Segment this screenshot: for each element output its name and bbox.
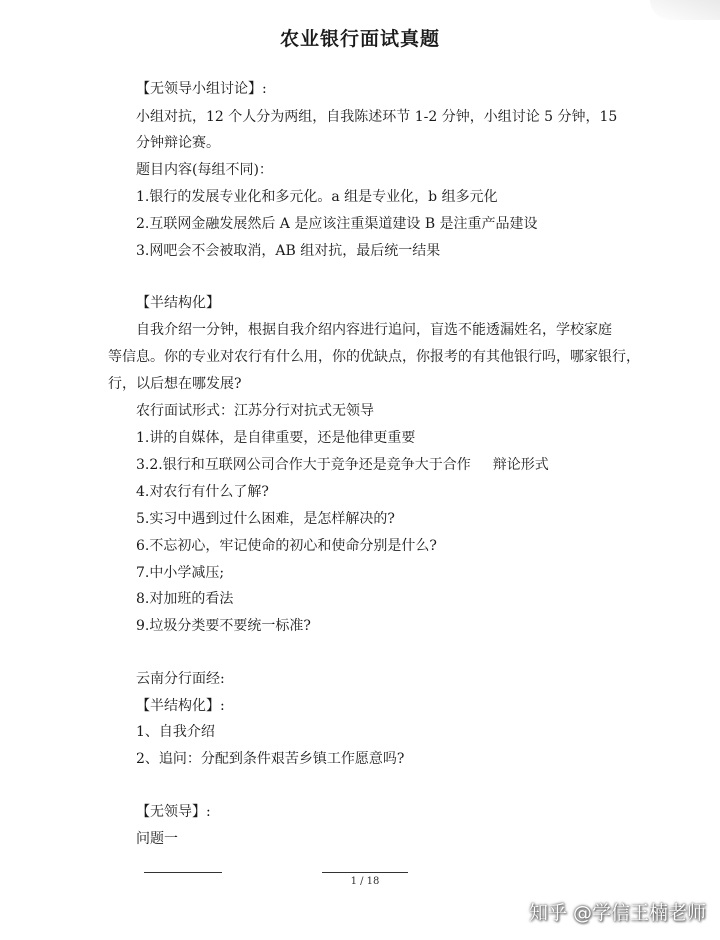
list-item-note: 辩论形式 (492, 457, 549, 473)
list-item: 5.实习中遇到过什么困难，是怎样解决的? (136, 511, 395, 527)
watermark: 知乎 @学信王楠老师 (528, 902, 706, 924)
body-line: 问题一 (136, 831, 178, 847)
list-item: 4.对农行有什么了解? (136, 484, 269, 500)
body-line: 题目内容(每组不同)： (136, 162, 273, 178)
list-item: 2.互联网金融发展然后 A 是应该注重渠道建设 B 是注重产品建设 (136, 216, 538, 232)
body-line: 分钟辩论赛。 (136, 135, 220, 151)
list-item: 3.网吧会不会被取消，AB 组对抗，最后统一结果 (136, 243, 441, 259)
list-item: 2、追问：分配到条件艰苦乡镇工作愿意吗? (136, 751, 405, 767)
body-line: 等信息。你的专业对农行有什么用，你的优缺点，你报考的有其他银行吗，哪家银行， (108, 349, 640, 365)
page-number: 1 / 18 (350, 876, 380, 887)
document-title: 农业银行面试真题 (279, 28, 440, 50)
body-line: 自我介绍一分钟，根据自我介绍内容进行追问，盲选不能透漏姓名，学校家庭 (136, 322, 612, 338)
list-item: 6.不忘初心，牢记使命的初心和使命分别是什么? (136, 538, 437, 554)
section-heading-semistructured: 【半结构化】 (136, 295, 220, 311)
footer-rule-right (322, 872, 408, 873)
section-heading-leaderless: 【无领导小组讨论】: (136, 81, 267, 97)
body-line: 行，以后想在哪发展? (108, 376, 242, 392)
list-item (136, 456, 549, 474)
list-item: 7.中小学减压; (136, 565, 225, 581)
list-item: 1.讲的自媒体，是自律重要，还是他律更重要 (136, 430, 416, 446)
body-line: 农行面试形式：江苏分行对抗式无领导 (136, 403, 374, 419)
body-line: 小组对抗，12 个人分为两组，自我陈述环节 1-2 分钟，小组讨论 5 分钟，15 (136, 109, 618, 125)
list-item: 1.银行的发展专业化和多元化。a 组是专业化，b 组多元化 (136, 189, 498, 205)
footer-rule-left (144, 872, 222, 873)
list-item-text: 3.2.银行和互联网公司合作大于竞争还是竞争大于合作 (136, 457, 471, 473)
section-heading-yunnan: 云南分行面经: (136, 671, 225, 687)
list-item: 1、自我介绍 (136, 724, 215, 740)
subsection-heading: 【半结构化】: (136, 698, 225, 714)
subsection-heading: 【无领导】: (136, 804, 211, 820)
list-item: 9.垃圾分类要不要统一标准? (136, 618, 311, 634)
list-item: 8.对加班的看法 (136, 591, 234, 607)
page-corner-fold (650, 0, 720, 20)
